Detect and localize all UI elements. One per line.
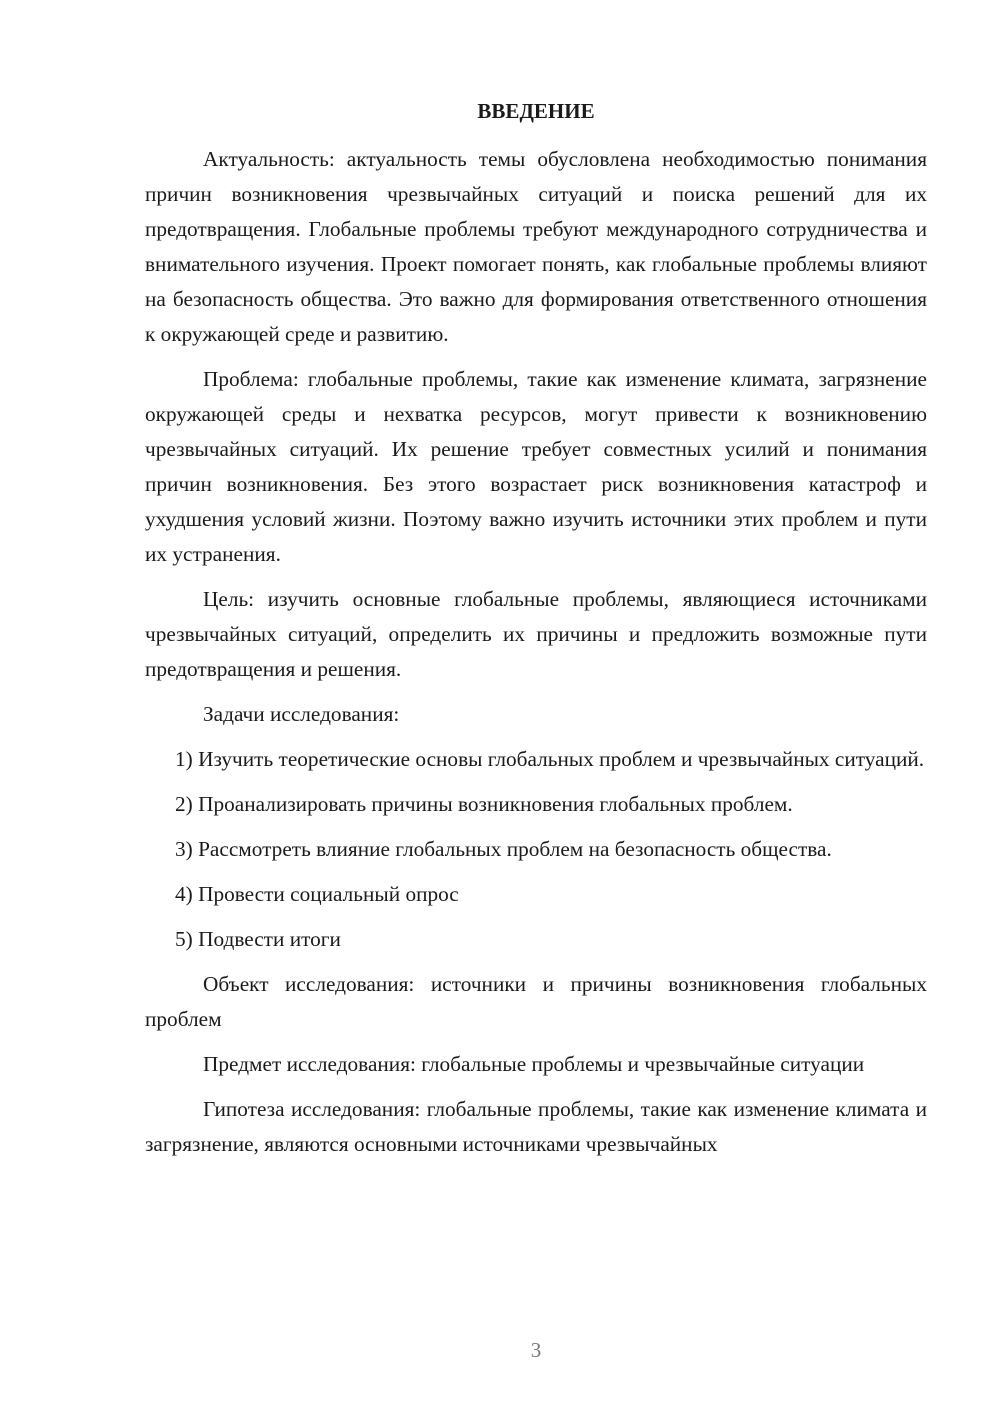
- task-item-4: 4) Провести социальный опрос: [175, 882, 459, 906]
- paragraph-hypothesis: Гипотеза исследования: глобальные проблемы, такие как изменение климата и загрязнение, являются основными источниками чрезвычайных: [145, 1097, 927, 1156]
- paragraph-problem: Проблема: глобальные проблемы, такие как изменение климата, загрязнение окружающей среды и нехватка ресурсов, могут привести к возникновению чрезвычайных ситуаций. Их решение требует совместных усилий и понимания причин возникновения. Без этого возрастает риск возникновения катастроф и ухудшения условий жизни. Поэтому важно изучить источники этих проблем и пути их устранения.: [145, 367, 927, 566]
- paragraph-object: Объект исследования: источники и причины возникновения глобальных проблем: [145, 972, 927, 1031]
- task-item-1: 1) Изучить теоретические основы глобальных проблем и чрезвычайных ситуаций.: [175, 747, 925, 771]
- paragraph-tasks-heading: Задачи исследования:: [203, 702, 400, 726]
- task-item-5: 5) Подвести итоги: [175, 927, 341, 951]
- paragraph-relevance: Актуальность: актуальность темы обусловлена необходимостью понимания причин возникновения чрезвычайных ситуаций и поиска решений для их предотвращения. Глобальные проблемы требуют международного сотрудничества и внимательного изучения. Проект помогает понять, как глобальные проблемы влияют на безопасность общества. Это важно для формирования ответственного отношения к окружающей среде и развитию.: [145, 147, 927, 346]
- task-item-3: 3) Рассмотреть влияние глобальных проблем на безопасность общества.: [175, 837, 832, 861]
- page-title: ВВЕДЕНИЕ: [477, 99, 595, 123]
- page-number: 3: [530, 1338, 542, 1362]
- paragraph-subject: Предмет исследования: глобальные проблемы и чрезвычайные ситуации: [203, 1052, 865, 1076]
- task-item-2: 2) Проанализировать причины возникновения глобальных проблем.: [175, 792, 793, 816]
- page-body: [145, 142, 927, 1162]
- paragraph-goal: Цель: изучить основные глобальные проблемы, являющиеся источниками чрезвычайных ситуаций, определить их причины и предложить возможные пути предотвращения и решения.: [145, 587, 927, 681]
